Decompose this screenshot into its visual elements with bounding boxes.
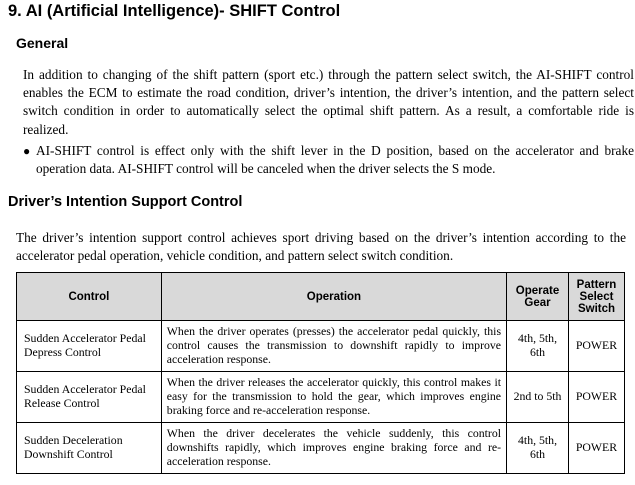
table-row — [17, 423, 625, 474]
section-title: 9. AI (Artificial Intelligence)- SHIFT Control — [8, 2, 341, 20]
pattern-cell: POWER — [568, 321, 624, 372]
operation-cell: When the driver decelerates the vehicle suddenly, this control downshifts rapidly, which improves engine braking force and re-acceleration response. — [161, 423, 506, 474]
bullet-text: AI-SHIFT control is effect only with the shift lever in the D position, based on the accelerator and brake operation data. AI-SHIFT control will be canceled when the driver selects the S mode. — [36, 143, 634, 177]
pattern-cell: POWER — [568, 423, 624, 474]
operation-cell: When the driver releases the accelerator quickly, this control makes it easy for the transmission to hold the gear, which improves engine braking force and re-acceleration response. — [161, 372, 506, 423]
gear-cell: 2nd to 5th — [507, 372, 569, 423]
general-paragraph: In addition to changing of the shift pattern (sport etc.) through the pattern select switch, the AI-SHIFT control enables the ECM to estimate the road condition, driver’s intention, the driver’s intention, and the pattern select switch condition in order to automatically select the optimal shift pattern. As a result, a comfortable ride is realized. — [23, 67, 634, 137]
gear-cell: 4th, 5th, 6th — [507, 423, 569, 474]
table-header-row — [17, 273, 625, 321]
header-operate-gear: Operate Gear — [507, 273, 569, 321]
general-heading: General — [16, 35, 69, 51]
table-row — [17, 372, 625, 423]
control-table — [16, 272, 625, 474]
header-operation: Operation — [161, 273, 506, 321]
table-row — [17, 321, 625, 372]
pattern-cell: POWER — [568, 372, 624, 423]
control-cell: Sudden Deceleration Downshift Control — [17, 423, 162, 474]
header-pattern-select-switch: Pattern Select Switch — [568, 273, 624, 321]
bullet-item — [23, 142, 634, 178]
gear-cell: 4th, 5th, 6th — [507, 321, 569, 372]
intention-paragraph: The driver’s intention support control achieves sport driving based on the driver’s intention according to the accelerator pedal operation, vehicle condition, and pattern select switch condition. — [16, 230, 626, 264]
bullet-icon: ● — [23, 144, 31, 158]
header-control: Control — [17, 273, 162, 321]
subsection-title: Driver’s Intention Support Control — [8, 194, 243, 210]
control-cell: Sudden Accelerator Pedal Release Control — [17, 372, 162, 423]
operation-cell: When the driver operates (presses) the accelerator pedal quickly, this control causes the transmission to downshift rapidly to improve acceleration response. — [161, 321, 506, 372]
control-cell: Sudden Accelerator Pedal Depress Control — [17, 321, 162, 372]
